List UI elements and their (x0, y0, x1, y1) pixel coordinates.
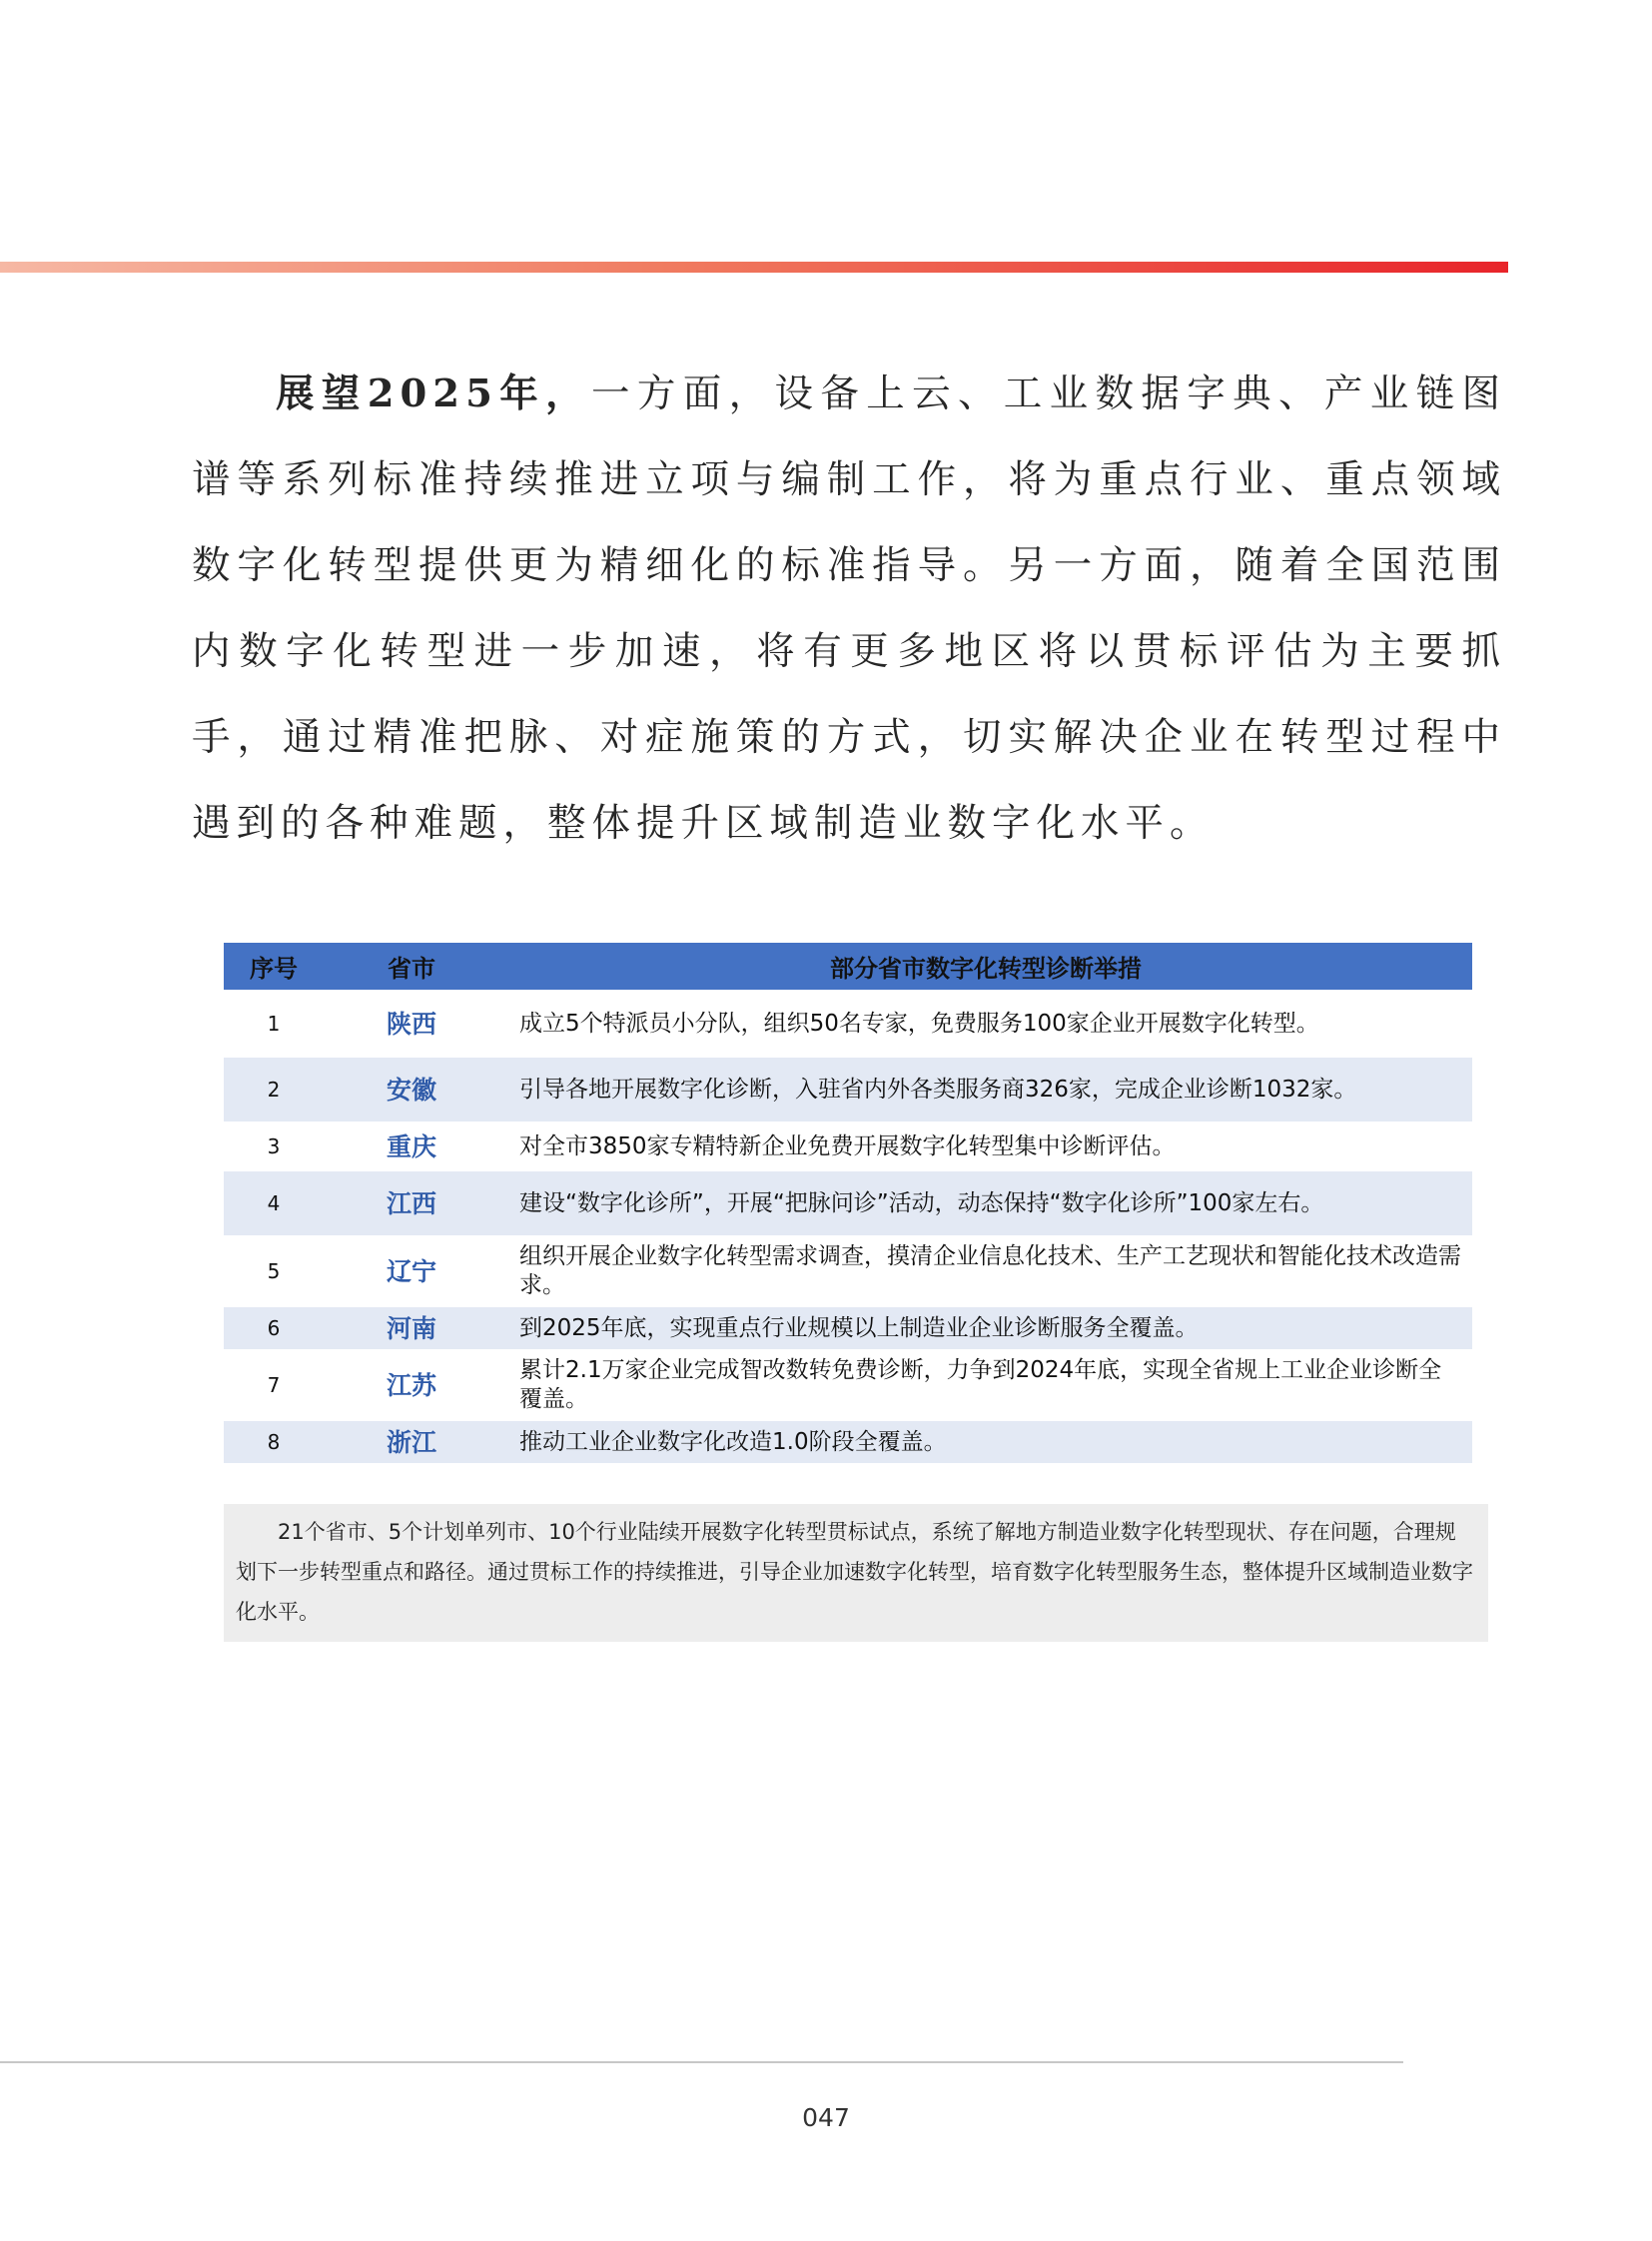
row-province: 安徽 (324, 1056, 499, 1123)
table-row (224, 1237, 1472, 1305)
table-header-row (224, 943, 1472, 992)
intro-paragraph (192, 352, 1506, 867)
row-province: 河南 (324, 1305, 499, 1351)
row-number: 4 (224, 1169, 324, 1237)
table-row (224, 1056, 1472, 1123)
row-province: 江苏 (386, 1370, 436, 1400)
row-measure: 引导各地开展数字化诊断，入驻省内外各类服务商326家，完成企业诊断1032家。 (499, 1056, 1472, 1123)
row-measure: 建设“数字化诊所”，开展“把脉问诊”活动，动态保持“数字化诊所”100家左右。 (499, 1169, 1472, 1237)
table-row (224, 1351, 1472, 1419)
row-measure: 推动工业企业数字化改造1.0阶段全覆盖。 (499, 1419, 1472, 1465)
table-row (224, 992, 1472, 1056)
measures-table (224, 943, 1472, 1467)
table-caption: 21个省市、5个计划单列市、10个行业陆续开展数字化转型贯标试点，系统了解地方制造业数字化转型现状、存在问题，合理规划下一步转型重点和路径。通过贯标工作的持续推进，引导企业加速数字化转型，培育数字化转型服务生态，整体提升区域制造业数字化水平。 (224, 1504, 1488, 1642)
header-province: 省市 (324, 943, 499, 992)
row-province: 浙江 (324, 1419, 499, 1465)
row-number: 6 (224, 1305, 324, 1351)
row-measure: 组织开展企业数字化转型需求调查，摸清企业信息化技术、生产工艺现状和智能化技术改造需求。 (519, 1243, 1461, 1298)
row-province: 辽宁 (386, 1256, 436, 1286)
header-measure: 部分省市数字化转型诊断举措 (499, 943, 1472, 992)
table-row (224, 1305, 1472, 1351)
row-number: 5 (267, 1258, 281, 1283)
row-measure: 到2025年底，实现重点行业规模以上制造业企业诊断服务全覆盖。 (499, 1305, 1472, 1351)
row-number: 7 (267, 1372, 281, 1397)
intro-text: 一方面，设备上云、工业数据字典、产业链图谱等系列标准持续推进立项与编制工作，将为重点行业、重点领域数字化转型提供更为精细化的标准指导。另一方面，随着全国范围内数字化转型进一步加速，将有更多地区将以贯标评估为主要抓手，通过精准把脉、对症施策的方式，切实解决企业在转型过程中遇到的各种难题，整体提升区域制造业数字化水平。 (192, 372, 1506, 846)
page-number: 047 (802, 2103, 850, 2132)
row-province: 重庆 (386, 1131, 436, 1161)
row-province: 陕西 (386, 1009, 436, 1039)
footer-divider (0, 2061, 1403, 2063)
top-accent-bar (0, 262, 1508, 273)
table-row (224, 1123, 1472, 1169)
header-number: 序号 (224, 943, 324, 992)
row-number: 2 (224, 1056, 324, 1123)
row-number: 1 (267, 1011, 281, 1036)
row-measure: 成立5个特派员小分队，组织50名专家，免费服务100家企业开展数字化转型。 (519, 1010, 1319, 1037)
row-province: 江西 (324, 1169, 499, 1237)
row-number: 3 (267, 1133, 281, 1158)
row-measure: 对全市3850家专精特新企业免费开展数字化转型集中诊断评估。 (519, 1132, 1176, 1159)
row-number: 8 (224, 1419, 324, 1465)
table-row (224, 1419, 1472, 1465)
row-measure: 累计2.1万家企业完成智改数转免费诊断，力争到2024年底，实现全省规上工业企业诊断全覆盖。 (519, 1357, 1442, 1412)
intro-lead: 展望2025年， (276, 372, 591, 416)
table-row (224, 1169, 1472, 1237)
